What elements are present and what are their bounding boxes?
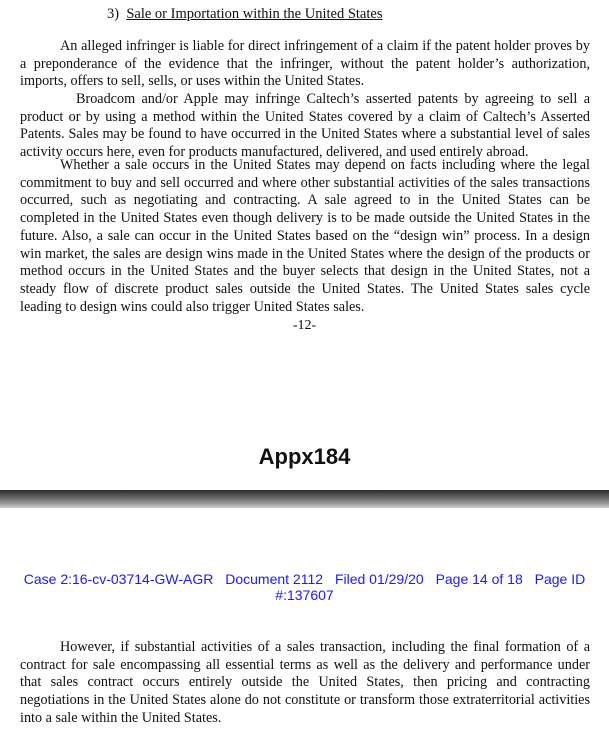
appendix-label: Appx184 xyxy=(0,444,609,470)
paragraph-direct-infringement: An alleged infringer is liable for direct infringement of a claim if the patent holder proves by a preponderance of the evidence that the infringer, without the patent holder’s authorization, imports, offers to sell, sells, or uses within the United States. xyxy=(20,38,590,91)
paragraph-sale-location: Whether a sale occurs in the United States may depend on facts including where the legal commitment to buy and sell occurred and where other substantial activities of the sales transactions occurred, such as negotiating and contracting. A sale agreed to in the United States can be completed in the United States even though delivery is to be made outside the United States in the future. Also, a sale can occur in the United States based on the “design win” process. In a design win market, the sales are design wins made in the United States where the design of the products or method occurs in the United States and the buyer selects that design in the United States, not a steady flow of discrete product sales outside the United States. The United States sales cycle leading to design wins could also trigger United States sales. xyxy=(20,157,590,316)
filed-date: Filed 01/29/20 xyxy=(335,571,424,587)
case-number: Case 2:16-cv-03714-GW-AGR xyxy=(24,571,214,587)
case-header xyxy=(0,571,609,603)
document-page-lower xyxy=(0,508,609,732)
page-id-value: #:137607 xyxy=(0,587,609,603)
paragraph-extraterritorial: However, if substantial activities of a sales transaction, including the final formation of a contract for sale encompassing all essential terms as well as the delivery and performance under that sales contract occurs entirely outside the United States, then pricing and contracting negotiations in the United States alone do not constitute or transform those extraterritorial activities into a sale within the United States. xyxy=(20,639,590,728)
document-page-upper xyxy=(0,0,609,490)
page-count: Page 14 of 18 xyxy=(436,571,523,587)
section-heading-title: Sale or Importation within the United States xyxy=(126,6,382,22)
page-number: -12- xyxy=(0,318,609,334)
section-heading-number: 3) xyxy=(107,6,119,22)
document-number: Document 2112 xyxy=(225,571,323,587)
page-divider xyxy=(0,490,609,508)
section-heading xyxy=(107,6,382,23)
page-id-label: Page ID xyxy=(535,571,586,587)
paragraph-broadcom-apple: Broadcom and/or Apple may infringe Caltech’s asserted patents by agreeing to sell a product or by using a method within the United States covered by a claim of Caltech’s Asserted Patents. Sales may be found to have occurred in the United States where a substantial level of sales activity occurs here, even for products manufactured, delivered, and used entirely abroad. xyxy=(20,91,590,162)
